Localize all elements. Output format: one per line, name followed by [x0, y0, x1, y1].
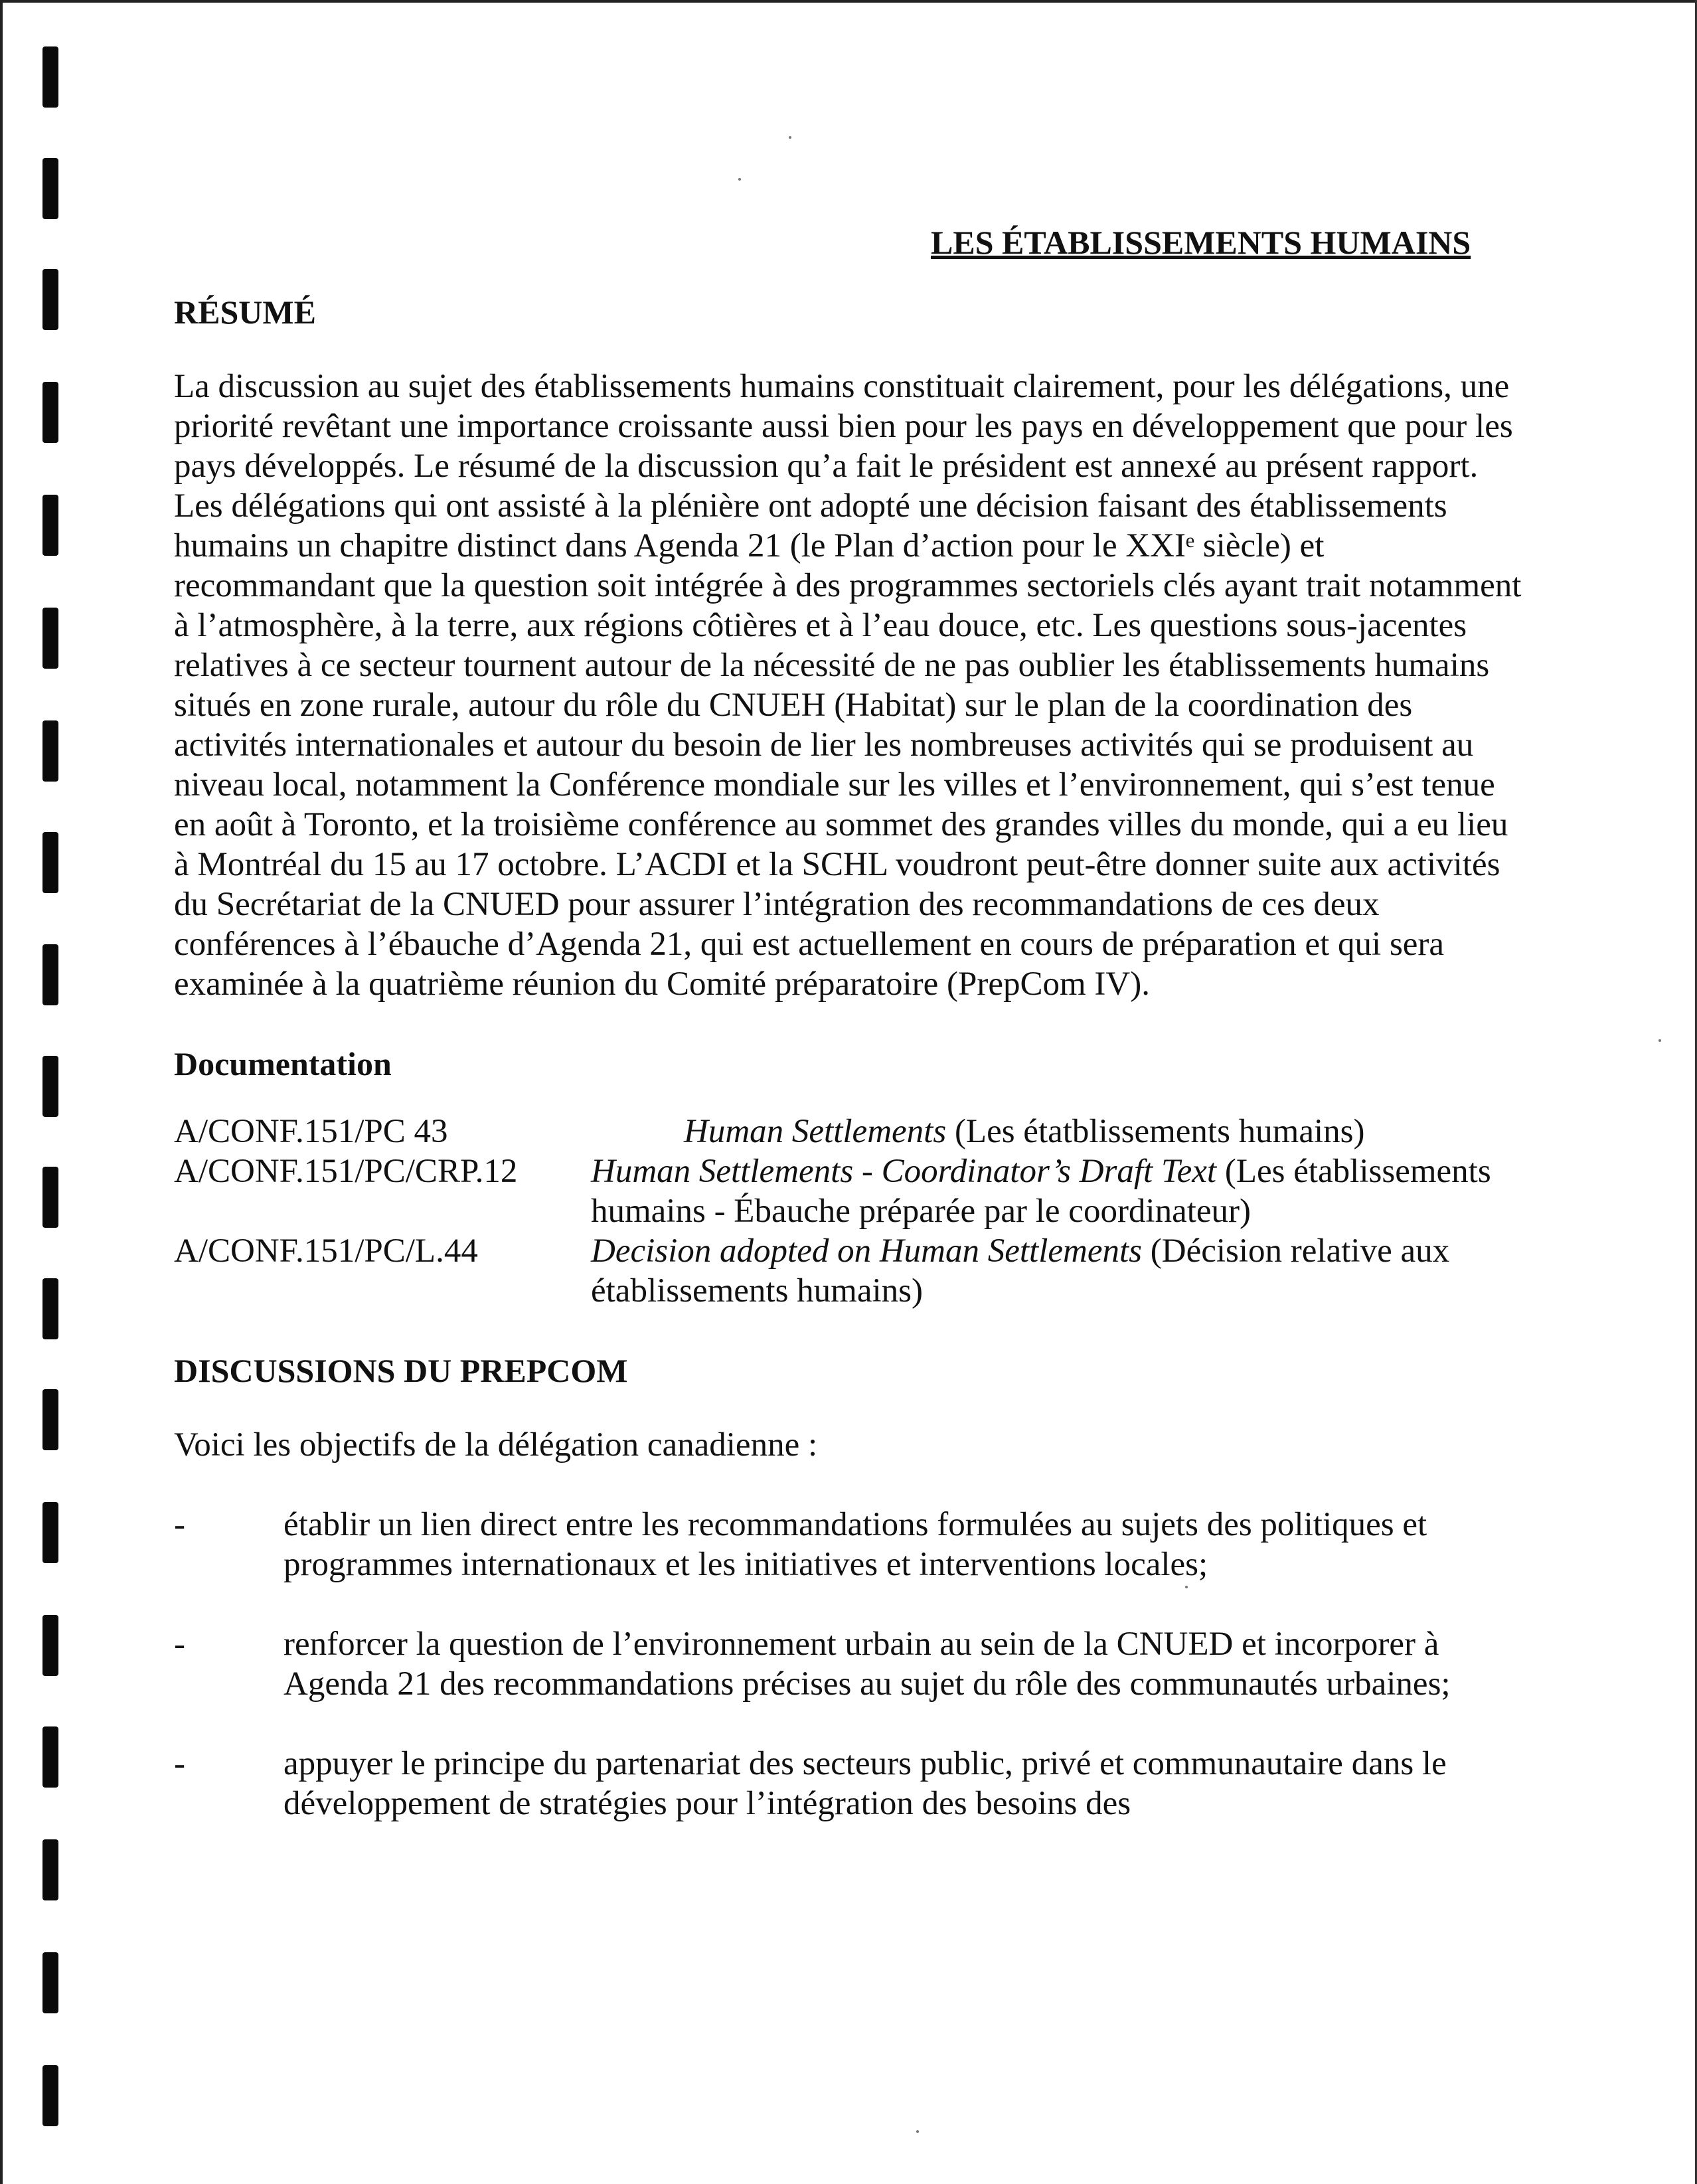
- bullet-dash: -: [174, 1506, 185, 1543]
- objective-text: renforcer la question de l’environnement urbain au sein de la CNUED et incorporer à Agenda 21 des recommandations précises au sujet du rôle des communautés urbaines;: [283, 1626, 1451, 1703]
- punch-hole: [42, 608, 58, 669]
- punch-hole: [42, 1839, 58, 1900]
- scan-speck: [789, 136, 791, 139]
- document-title-fr: (Décision relative aux établissements humains): [591, 1232, 1450, 1309]
- document-row: [174, 1231, 1522, 1311]
- resume-heading: RÉSUMÉ: [174, 294, 316, 331]
- scan-speck: [1658, 1039, 1661, 1042]
- document-row: [174, 1112, 1522, 1151]
- punch-hole: [42, 944, 58, 1005]
- punch-hole: [42, 495, 58, 556]
- punch-hole: [42, 1278, 58, 1339]
- documentation-heading: Documentation: [174, 1045, 392, 1082]
- resume-paragraph: La discussion au sujet des établissements humains constituait clairement, pour les délégations, une priorité revêtant une importance croissante aussi bien pour les pays en développement que pour les pays développés. Le résumé de la discussion qu’a fait le président est annexé au présent rapport. Les délégations qui ont assisté à la plénière ont adopté une décision faisant des établissements humains un chapitre distinct dans Agenda 21 (le Plan d’action pour le XXIᵉ siècle) et recommandant que la question soit intégrée à des programmes sectoriels clés ayant trait notamment à l’atmosphère, à la terre, aux régions côtières et à l’eau douce, etc. Les questions sous-jacentes relatives à ce secteur tournent autour de la nécessité de ne pas oublier les établissements humains situés en zone rurale, autour du rôle du CNUEH (Habitat) sur le plan de la coordination des activités internationales et autour du besoin de lier les nombreuses activités qui se produisent au niveau local, notamment la Conférence mondiale sur les villes et l’environnement, qui s’est tenue en août à Toronto, et la troisième conférence au sommet des grandes villes du monde, qui a eu lieu à Montréal du 15 au 17 octobre. L’ACDI et la SCHL voudront peut-être donner suite aux activités du Secrétariat de la CNUED pour assurer l’intégration des recommandations de ces deux conférences à l’ébauche d’Agenda 21, qui est actuellement en cours de préparation et qui sera examinée à la quatrième réunion du Comité préparatoire (PrepCom IV).: [174, 368, 1522, 1003]
- scan-speck: [738, 178, 741, 181]
- punch-hole: [42, 2065, 58, 2126]
- punch-hole: [42, 158, 58, 219]
- punch-hole: [42, 46, 58, 108]
- objectives-list: [174, 1505, 1522, 1823]
- document-title: [591, 1112, 1522, 1151]
- document-title: [591, 1231, 1522, 1311]
- document-title-en: Human Settlements: [684, 1113, 947, 1150]
- punch-hole: [42, 269, 58, 330]
- document-title-fr: (Les établissements humains - Ébauche préparée par le coordinateur): [591, 1153, 1491, 1230]
- punch-hole: [42, 832, 58, 893]
- document-title-en: Human Settlements - Coordinator’s Draft Text: [591, 1153, 1217, 1190]
- document-code: A/CONF.151/PC/CRP.12: [174, 1153, 518, 1190]
- objectives-intro: Voici les objectifs de la délégation canadienne :: [174, 1426, 818, 1464]
- list-item: [174, 1744, 1522, 1823]
- punch-hole: [42, 1615, 58, 1676]
- documentation-list: [174, 1112, 1522, 1311]
- document-title-en: Decision adopted on Human Settlements: [591, 1232, 1143, 1270]
- punch-hole: [42, 1167, 58, 1228]
- document-code: A/CONF.151/PC 43: [174, 1113, 448, 1150]
- punch-hole: [42, 720, 58, 782]
- list-item: [174, 1505, 1522, 1584]
- scan-top-edge: [0, 0, 1697, 3]
- punch-hole: [42, 1952, 58, 2013]
- document-title: [591, 1151, 1522, 1231]
- bullet-dash: -: [174, 1626, 185, 1663]
- punch-hole: [42, 1726, 58, 1788]
- document-title-fr: (Les étatblissements humains): [946, 1113, 1365, 1150]
- scan-left-edge: [0, 0, 3, 2184]
- punch-hole: [42, 1502, 58, 1563]
- discussions-heading: DISCUSSIONS DU PREPCOM: [174, 1352, 628, 1389]
- punch-hole: [42, 1056, 58, 1117]
- scan-speck: [916, 2130, 919, 2133]
- bullet-dash: -: [174, 1745, 185, 1782]
- objective-text: établir un lien direct entre les recommandations formulées au sujets des politiques et programmes internationaux et les initiatives et interventions locales;: [283, 1506, 1427, 1583]
- document-row: [174, 1151, 1522, 1231]
- list-item: [174, 1624, 1522, 1704]
- document-code: A/CONF.151/PC/L.44: [174, 1232, 478, 1270]
- punch-hole: [42, 382, 58, 443]
- document-body: [174, 222, 1522, 1863]
- objective-text: appuyer le principe du partenariat des secteurs public, privé et communautaire dans le développement de stratégies pour l’intégration des besoins des: [283, 1745, 1447, 1822]
- punch-hole: [42, 1389, 58, 1450]
- page-title: LES ÉTABLISSEMENTS HUMAINS: [931, 224, 1471, 261]
